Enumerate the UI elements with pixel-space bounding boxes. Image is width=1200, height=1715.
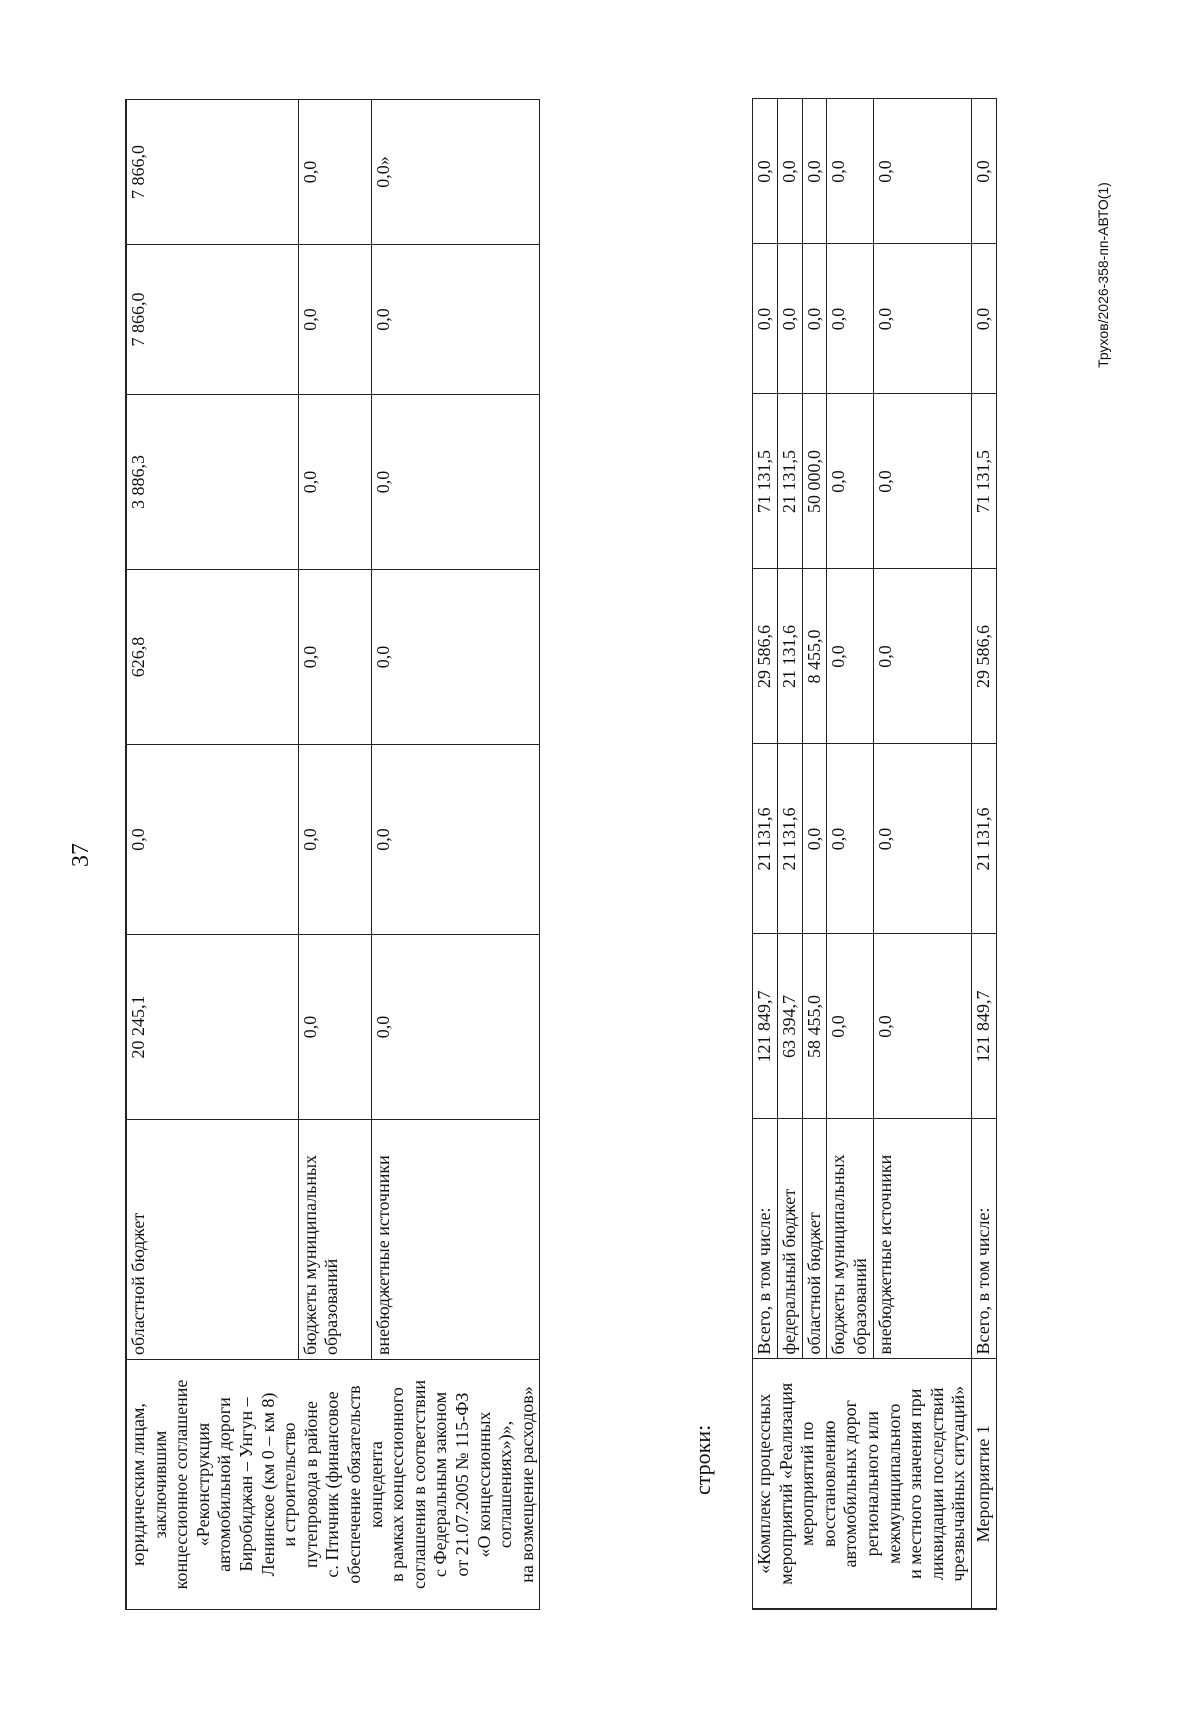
funding-source: внебюджетные источники (371, 1120, 540, 1360)
table-row (126, 100, 298, 1610)
value-cell: 0,0 (873, 99, 971, 244)
description-line: «О концессионных (473, 1411, 494, 1558)
value-cell: 20 245,1 (126, 935, 298, 1120)
value-cell: 626,8 (126, 570, 298, 745)
value-cell: 7 866,0 (126, 245, 298, 395)
value-cell: 0,0 (873, 934, 971, 1119)
description-line: восстановлению (818, 1420, 839, 1547)
description-line: регионального или (861, 1411, 882, 1557)
value-cell: 21 131,6 (753, 744, 778, 934)
description-line: автомобильной дороги (214, 1397, 235, 1572)
value-cell: 21 131,5 (777, 394, 802, 569)
event-name: Мероприятие 1 (971, 1359, 996, 1609)
value-cell: 0,0 (298, 395, 371, 570)
value-cell: 0,0 (827, 569, 874, 744)
value-cell: 0,0 (873, 744, 971, 934)
value-cell: 0,0 (777, 99, 802, 244)
description-line: соглашения в соответствии (408, 1379, 429, 1590)
value-cell: 71 131,5 (971, 394, 996, 569)
description-line: автомобильных дорог (840, 1400, 861, 1568)
measure-description-cell (753, 1359, 972, 1609)
value-cell: 0,0» (371, 100, 540, 245)
table-row (971, 99, 996, 1609)
funding-source: бюджеты муниципальных образований (827, 1119, 874, 1359)
description-line: с. Птичник (финансовое (322, 1391, 343, 1578)
description-line: соглашениях»)», (495, 1420, 516, 1549)
value-cell: 63 394,7 (777, 934, 802, 1119)
description-line: юридическим лицам, (128, 1403, 148, 1566)
description-line: с Федеральным законом (430, 1391, 451, 1578)
description-line: межмуниципального (883, 1403, 904, 1564)
funding-source: Всего, в том числе: (753, 1119, 778, 1359)
value-cell: 0,0 (971, 99, 996, 244)
value-cell: 0,0 (298, 100, 371, 245)
value-cell: 0,0 (827, 99, 874, 244)
value-cell: 71 131,5 (753, 394, 778, 569)
funding-source: бюджеты муниципальных образований (298, 1120, 371, 1360)
description-line: в рамках концессионного (387, 1387, 408, 1582)
description-line: и местного значения при (905, 1388, 926, 1579)
budget-table-continued (125, 99, 540, 1610)
value-cell: 0,0 (827, 244, 874, 394)
value-cell: 21 131,6 (971, 744, 996, 934)
value-cell: 0,0 (827, 744, 874, 934)
value-cell: 0,0 (873, 394, 971, 569)
value-cell: 50 000,0 (802, 394, 827, 569)
value-cell: 0,0 (371, 245, 540, 395)
funding-source: внебюджетные источники (873, 1119, 971, 1359)
description-line: «Комплекс процессных (754, 1393, 774, 1574)
value-cell: 0,0 (802, 244, 827, 394)
value-cell: 0,0 (753, 244, 778, 394)
value-cell: 0,0 (827, 934, 874, 1119)
value-cell: 58 455,0 (802, 934, 827, 1119)
description-line: концедента (365, 1441, 386, 1528)
funding-source: федеральный бюджет (777, 1119, 802, 1359)
value-cell: 0,0 (971, 244, 996, 394)
funding-source: Всего, в том числе: (971, 1119, 996, 1359)
value-cell: 0,0 (298, 245, 371, 395)
value-cell: 0,0 (827, 394, 874, 569)
description-line: на возмещение расходов» (516, 1386, 537, 1583)
description-line: ликвидации последствий (926, 1387, 947, 1581)
value-cell: 0,0 (873, 244, 971, 394)
value-cell: 29 586,6 (753, 569, 778, 744)
description-line: путепровода в районе (300, 1401, 321, 1568)
value-cell: 0,0 (873, 569, 971, 744)
description-line: концессионное соглашение (171, 1379, 192, 1590)
value-cell: 121 849,7 (753, 934, 778, 1119)
value-cell: 0,0 (802, 99, 827, 244)
description-line: и строительство (279, 1422, 300, 1547)
value-cell: 21 131,6 (777, 744, 802, 934)
value-cell: 0,0 (298, 570, 371, 745)
value-cell: 7 866,0 (126, 100, 298, 245)
page-number: 37 (68, 843, 94, 867)
description-line: мероприятий «Реализация (775, 1382, 796, 1585)
value-cell: 0,0 (371, 745, 540, 935)
description-line: Биробиджан – Унгун – (235, 1397, 256, 1572)
description-line: Ленинское (км 0 – км 8) (257, 1392, 278, 1577)
measure-description-cell (126, 1360, 540, 1610)
budget-table-new-rows (752, 99, 997, 1611)
value-cell: 0,0 (371, 935, 540, 1120)
value-cell: 0,0 (802, 744, 827, 934)
value-cell: 0,0 (753, 99, 778, 244)
description-line: чрезвычайных ситуаций» (948, 1385, 969, 1582)
value-cell: 0,0 (777, 244, 802, 394)
value-cell: 29 586,6 (971, 569, 996, 744)
value-cell: 0,0 (371, 395, 540, 570)
funding-source: областной бюджет (126, 1120, 298, 1360)
value-cell: 21 131,6 (777, 569, 802, 744)
description-line: мероприятий по (797, 1421, 818, 1546)
value-cell: 0,0 (126, 745, 298, 935)
value-cell: 0,0 (298, 935, 371, 1120)
document-reference: Трухов/2026-358-пп-АВТО(1) (1095, 182, 1111, 368)
description-line: обеспечение обязательств (343, 1385, 364, 1584)
value-cell: 0,0 (371, 570, 540, 745)
value-cell: 8 455,0 (802, 569, 827, 744)
value-cell: 121 849,7 (971, 934, 996, 1119)
funding-source: областной бюджет (802, 1119, 827, 1359)
description-line: от 21.07.2005 № 115-ФЗ (451, 1392, 472, 1577)
section-label: строки: (690, 1424, 715, 1495)
description-line: заключившим (149, 1430, 170, 1539)
table-row (753, 99, 778, 1609)
description-line: «Реконструкция (192, 1422, 213, 1547)
value-cell: 3 886,3 (126, 395, 298, 570)
value-cell: 0,0 (298, 745, 371, 935)
